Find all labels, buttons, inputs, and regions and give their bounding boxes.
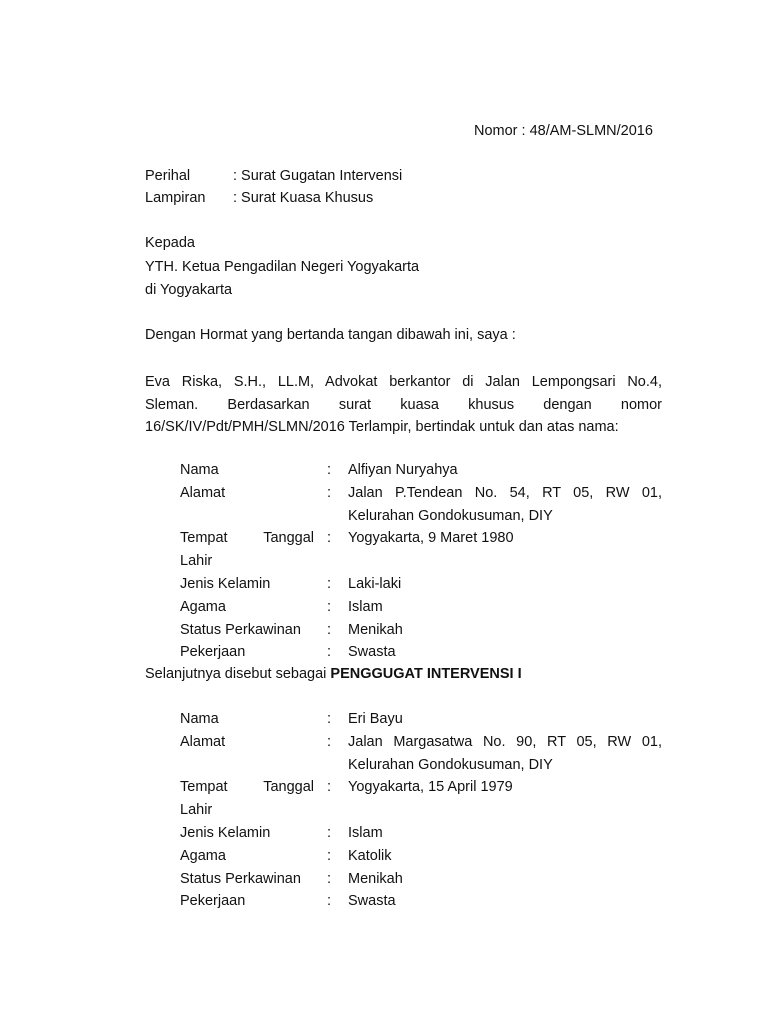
intro-line-3: 16/SK/IV/Pdt/PMH/SLMN/2016 Terlampir, bertindak untuk dan atas nama: — [145, 419, 619, 435]
address-line-city: di Yogyakarta — [145, 282, 233, 298]
party-2-nama: Eri Bayu — [348, 711, 403, 727]
party-1-alamat-line-2: Kelurahan Gondokusuman, DIY — [348, 507, 553, 524]
label-lahir: Lahir — [180, 553, 213, 570]
label-tanggal: Tanggal — [263, 530, 314, 547]
intro-line-2: Sleman. Berdasarkan surat kuasa khusus dengan nomor — [145, 396, 662, 413]
party-2-alamat-line-2: Kelurahan Gondokusuman, DIY — [348, 756, 553, 773]
party-1-row-agama — [180, 599, 662, 622]
party-2-row-status — [180, 871, 662, 894]
party-1-status: Menikah — [348, 621, 403, 638]
label-lahir: Lahir — [180, 802, 213, 819]
party-1-details — [180, 462, 662, 667]
colon: : — [327, 847, 332, 864]
party-2-row-agama — [180, 848, 662, 871]
party-2-row-alamat — [180, 734, 662, 780]
designation-1 — [145, 666, 522, 682]
colon: : — [327, 462, 332, 478]
party-2-row-ttl — [180, 779, 662, 825]
colon: : — [327, 893, 332, 910]
party-2-ttl: Yogyakarta, 15 April 1979 — [348, 779, 513, 796]
party-2-details — [180, 711, 662, 916]
meta-label-lampiran: Lampiran — [145, 190, 206, 206]
party-2-status: Menikah — [348, 870, 403, 887]
colon: : — [327, 779, 332, 796]
party-1-row-pekerjaan — [180, 644, 662, 667]
party-2-alamat-line-1: Jalan Margasatwa No. 90, RT 05, RW 01, — [348, 733, 662, 750]
meta-value-lampiran: : Surat Kuasa Khusus — [233, 190, 374, 206]
colon: : — [327, 484, 332, 501]
colon: : — [327, 711, 332, 727]
party-2-row-pekerjaan — [180, 893, 662, 916]
party-1-alamat-line-1: Jalan P.Tendean No. 54, RT 05, RW 01, — [348, 484, 662, 501]
designation-1-prefix: Selanjutnya disebut sebagai — [145, 666, 331, 682]
label-alamat: Alamat — [180, 733, 226, 750]
label-jenis-kelamin: Jenis Kelamin — [180, 575, 271, 592]
label-jenis-kelamin: Jenis Kelamin — [180, 824, 271, 841]
label-tempat: Tempat — [180, 530, 228, 547]
designation-1-title: PENGGUGAT INTERVENSI I — [330, 666, 522, 682]
party-1-row-jenis-kelamin — [180, 576, 662, 599]
party-1-row-status — [180, 622, 662, 645]
party-1-pekerjaan: Swasta — [348, 644, 396, 661]
party-1-row-ttl — [180, 530, 662, 576]
label-nama: Nama — [180, 711, 219, 727]
colon: : — [327, 870, 332, 887]
colon: : — [327, 644, 332, 661]
address-line-kepada: Kepada — [145, 235, 195, 251]
colon: : — [327, 598, 332, 615]
party-2-jenis-kelamin: Islam — [348, 824, 383, 841]
label-pekerjaan: Pekerjaan — [180, 644, 246, 661]
party-1-row-nama — [180, 462, 662, 485]
party-1-row-alamat — [180, 485, 662, 531]
label-tempat-tanggal — [180, 530, 314, 546]
greeting: Dengan Hormat yang bertanda tangan dibawah ini, saya : — [145, 327, 516, 343]
intro-paragraph — [145, 371, 662, 439]
party-2-agama: Katolik — [348, 847, 392, 864]
intro-line-1: Eva Riska, S.H., LL.M, Advokat berkantor di Jalan Lempongsari No.4, — [145, 374, 662, 390]
label-tempat-tanggal — [180, 779, 314, 795]
label-tempat: Tempat — [180, 779, 228, 796]
colon: : — [327, 530, 332, 547]
party-1-nama: Alfiyan Nuryahya — [348, 462, 458, 478]
label-agama: Agama — [180, 847, 226, 864]
party-2-row-nama — [180, 711, 662, 734]
letter-number: Nomor : 48/AM-SLMN/2016 — [474, 123, 653, 139]
meta-label-perihal: Perihal — [145, 168, 191, 184]
label-tanggal: Tanggal — [263, 779, 314, 796]
label-status-perkawinan: Status Perkawinan — [180, 621, 301, 638]
address-line-recipient: YTH. Ketua Pengadilan Negeri Yogyakarta — [145, 259, 420, 275]
label-nama: Nama — [180, 462, 219, 478]
party-2-row-jenis-kelamin — [180, 825, 662, 848]
party-2-pekerjaan: Swasta — [348, 893, 396, 910]
label-agama: Agama — [180, 598, 226, 615]
label-pekerjaan: Pekerjaan — [180, 893, 246, 910]
party-1-ttl: Yogyakarta, 9 Maret 1980 — [348, 530, 514, 547]
colon: : — [327, 824, 332, 841]
colon: : — [327, 733, 332, 750]
party-1-jenis-kelamin: Laki-laki — [348, 575, 402, 592]
label-alamat: Alamat — [180, 484, 226, 501]
meta-value-perihal: : Surat Gugatan Intervensi — [233, 168, 403, 184]
colon: : — [327, 575, 332, 592]
party-1-agama: Islam — [348, 598, 383, 615]
label-status-perkawinan: Status Perkawinan — [180, 870, 301, 887]
colon: : — [327, 621, 332, 638]
